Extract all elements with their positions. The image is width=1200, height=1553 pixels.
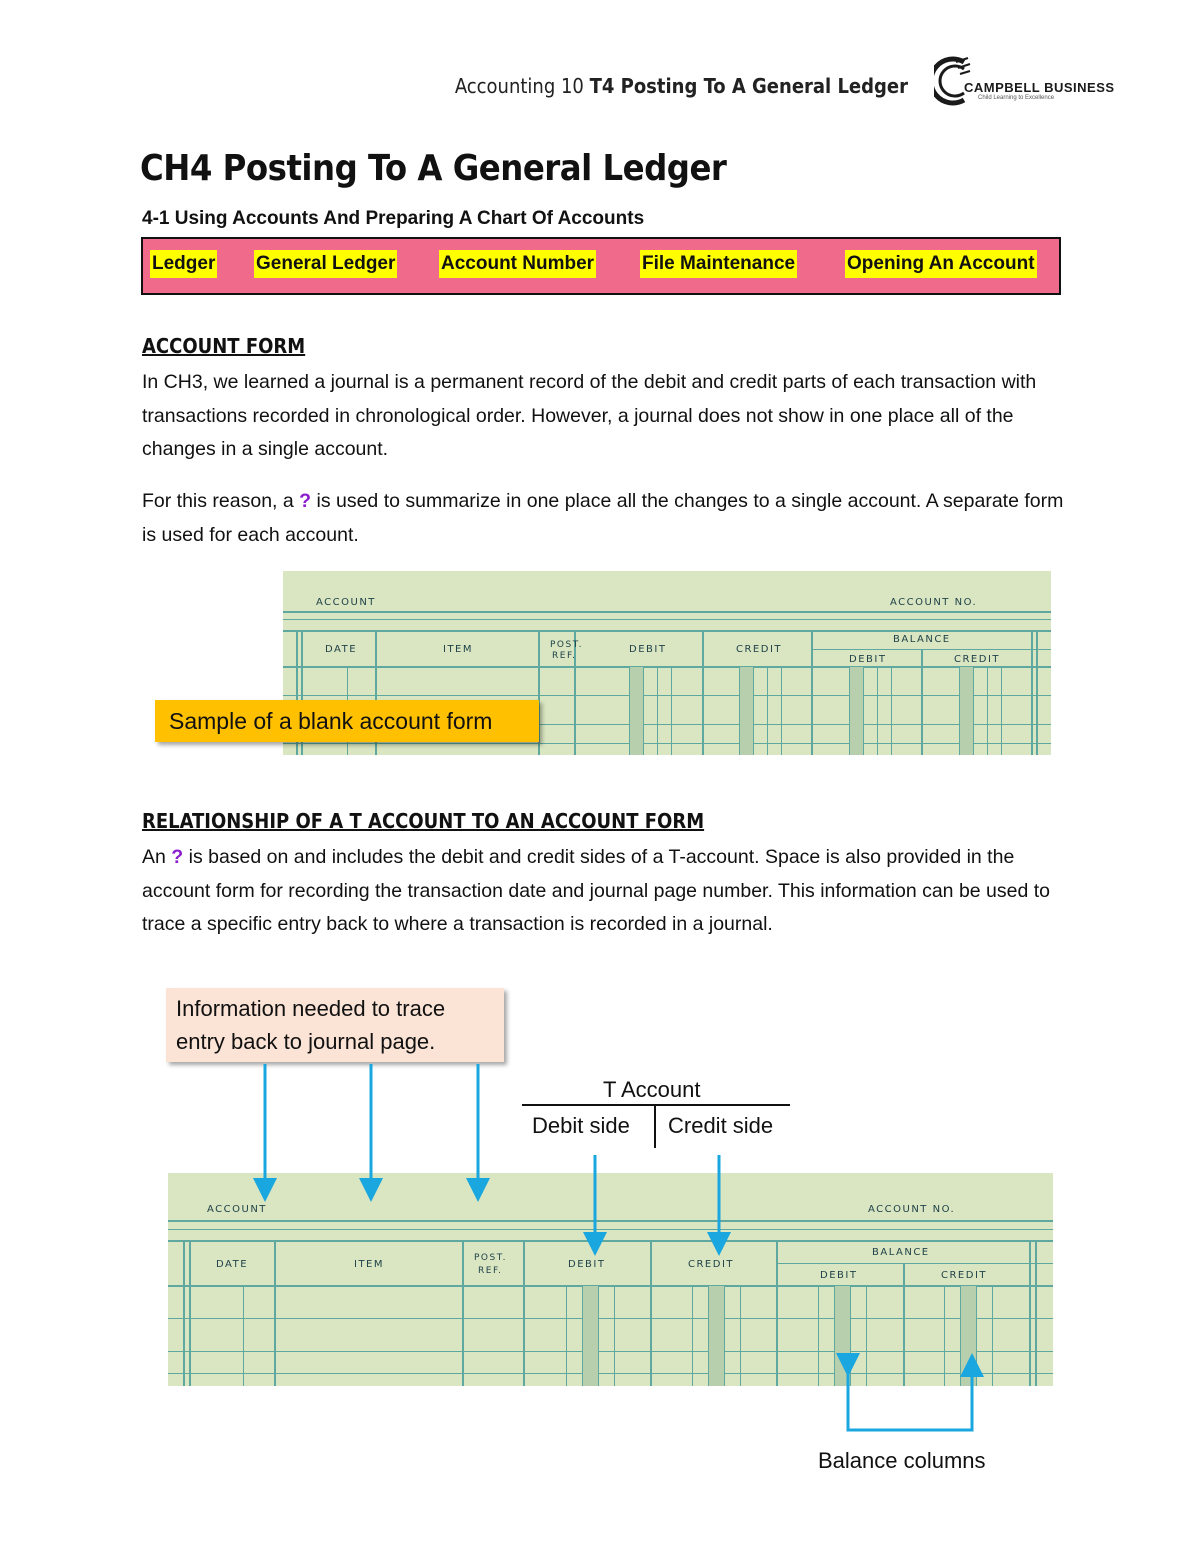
form-label-balance-credit: CREDIT [941,1270,988,1281]
form-label-account-no: ACCOUNT NO. [868,1204,956,1215]
form-label-credit: CREDIT [688,1259,735,1270]
section-heading-relationship: RELATIONSHIP OF A T ACCOUNT TO AN ACCOUNT FORM [142,809,705,833]
question-mark: ? [299,490,312,512]
form-label-debit: DEBIT [568,1259,606,1270]
page-title: CH4 Posting To A General Ledger [140,148,727,189]
paragraph-journal: In CH3, we learned a journal is a permanent record of the debit and credit parts of each transaction with transactions recorded in chronological order. However, a journal does not show in one place all of the changes in a single account. [142,371,1037,460]
form-label-debit: DEBIT [629,644,667,655]
section-subtitle: 4-1 Using Accounts And Preparing A Chart Of Accounts [142,208,645,229]
para-text: is used to summarize in one place all the changes to a single account. A separate form is used for each account. [142,490,1064,546]
form-label-balance-credit: CREDIT [954,654,1001,665]
t-account-debit-side: Debit side [532,1113,630,1138]
logo-tagline: Child Learning to Excellence [978,95,1055,101]
para-text: An [142,846,172,868]
header-unit: T4 Posting To A General Ledger [589,74,908,98]
vocab-term-file-maintenance: File Maintenance [640,250,797,278]
form-label-date: DATE [216,1259,249,1270]
form-label-credit: CREDIT [736,644,783,655]
header-course: Accounting 10 [454,74,584,98]
form-label-date: DATE [325,644,358,655]
arrow-balance-columns [848,1365,972,1430]
para-text: For this reason, a [142,490,300,512]
form-label-account: ACCOUNT [316,597,376,608]
question-mark: ? [171,846,184,868]
form-label-account: ACCOUNT [207,1204,267,1215]
form-label-balance: BALANCE [872,1247,930,1258]
form-label-balance-debit: DEBIT [849,654,887,665]
t-account-credit-side: Credit side [668,1113,774,1138]
form-label-post: POST. [550,640,584,650]
form-label-ref: REF. [552,651,577,661]
vocab-term-ledger: Ledger [150,250,217,278]
form-label-item: ITEM [354,1259,385,1270]
callout-sample-account-form: Sample of a blank account form [155,700,539,742]
form-label-post: POST. [474,1253,508,1263]
logo-brand: CAMPBELL BUSINESS [964,80,1115,95]
form-label-item: ITEM [443,644,474,655]
vocab-term-general-ledger: General Ledger [254,250,397,278]
form-label-ref: REF. [478,1266,503,1276]
t-account-title: T Account [603,1077,701,1102]
callout-trace-info: Information needed to trace entry back to journal page. [166,988,504,1062]
form-label-account-no: ACCOUNT NO. [890,597,978,608]
form-label-balance: BALANCE [893,634,951,645]
vocab-term-account-number: Account Number [439,250,596,278]
vocab-term-opening-an-account: Opening An Account [845,250,1037,278]
section-heading-account-form: ACCOUNT FORM [142,334,306,358]
form-label-balance-debit: DEBIT [820,1270,858,1281]
para-text: is based on and includes the debit and credit sides of a T-account. Space is also provided in the account form for recording the transaction date and journal page number. This information can be used to trace a specific entry back to where a transaction is recorded in a journal. [142,846,1051,935]
balance-columns-label: Balance columns [818,1448,986,1473]
